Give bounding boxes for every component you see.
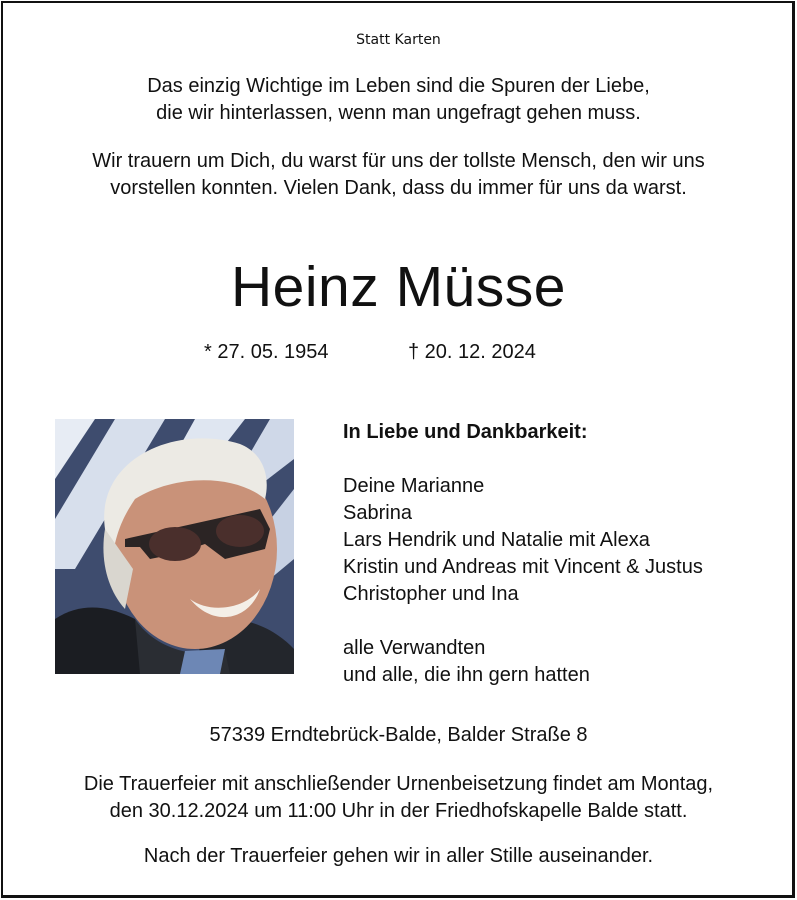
ceremony-line: den 30.12.2024 um 11:00 Uhr in der Friedhofskapelle Balde statt. — [109, 800, 688, 822]
birth-date: * 27. 05. 1954 — [204, 341, 329, 363]
portrait-photo — [55, 419, 294, 674]
family-list — [343, 419, 703, 689]
closing-text: Nach der Trauerfeier gehen wir in aller Stille auseinander. — [143, 845, 654, 867]
mourning-text — [0, 148, 797, 202]
quote-text — [0, 73, 797, 127]
mourning-line: vorstellen konnten. Vielen Dank, dass du immer für uns da warst. — [110, 177, 687, 199]
family-member: Deine Marianne — [343, 475, 485, 497]
relatives-line: alle Verwandten — [343, 637, 486, 659]
family-member: Lars Hendrik und Natalie mit Alexa — [343, 529, 650, 551]
death-date: † 20. 12. 2024 — [408, 341, 536, 363]
ceremony-line: Die Trauerfeier mit anschließender Urnenbeisetzung findet am Montag, — [83, 773, 714, 795]
spacer — [343, 608, 703, 635]
address-line: 57339 Erndtebrück-Balde, Balder Straße 8 — [209, 724, 588, 746]
family-member: Christopher und Ina — [343, 583, 519, 605]
mourning-line: Wir trauern um Dich, du warst für uns der tollste Mensch, den wir uns — [92, 150, 705, 172]
quote-line: Das einzig Wichtige im Leben sind die Spuren der Liebe, — [147, 75, 650, 97]
family-member: Sabrina — [343, 502, 412, 524]
header-label: Statt Karten — [356, 32, 441, 48]
quote-line: die wir hinterlassen, wenn man ungefragt gehen muss. — [156, 102, 641, 124]
family-member: Kristin und Andreas mit Vincent & Justus — [343, 556, 703, 578]
family-heading: In Liebe und Dankbarkeit: — [343, 421, 588, 443]
ceremony-text — [0, 771, 797, 825]
relatives-line: und alle, die ihn gern hatten — [343, 664, 590, 686]
deceased-name: Heinz Müsse — [231, 255, 566, 319]
